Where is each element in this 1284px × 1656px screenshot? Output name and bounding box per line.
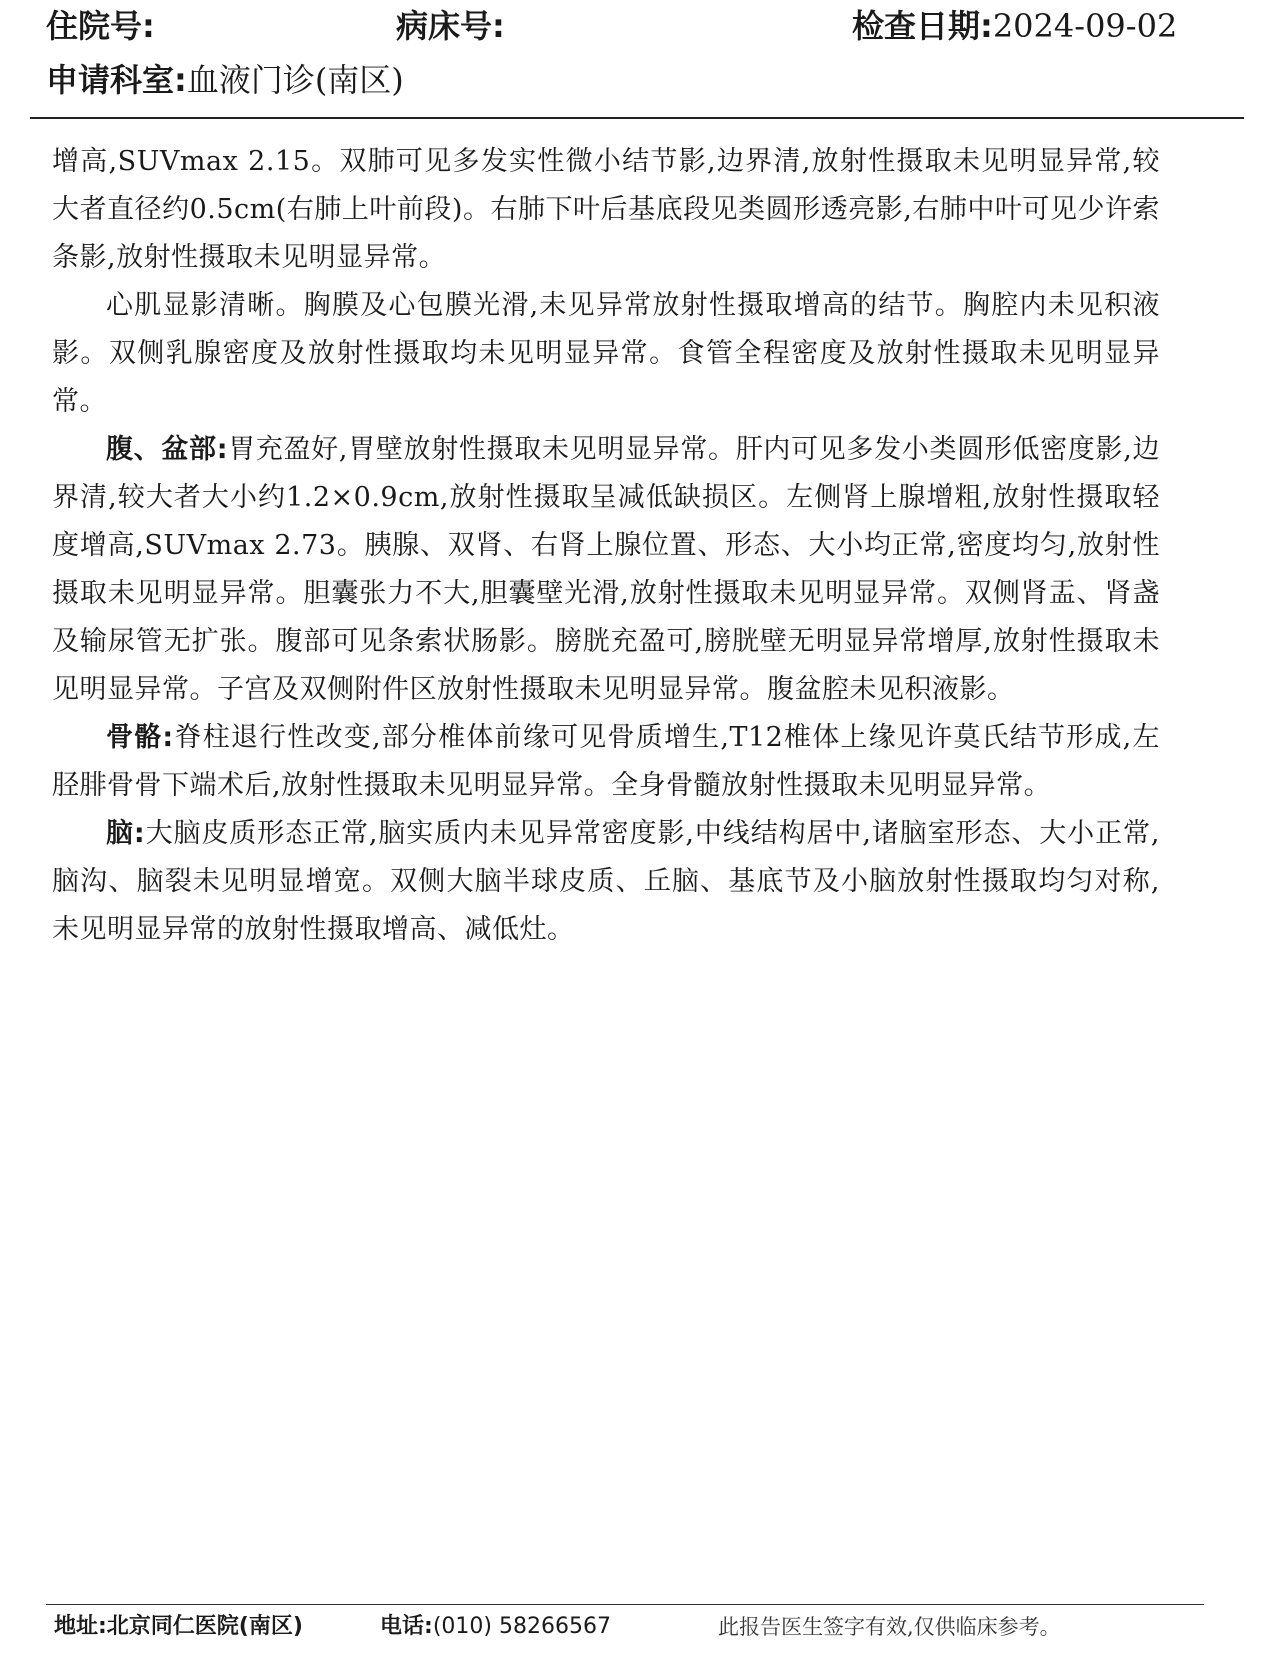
findings-abdomen-paragraph [52, 426, 1160, 714]
requesting-department-value: 血液门诊(南区) [186, 61, 404, 99]
requesting-department-field [46, 58, 404, 102]
header-row-ids [0, 4, 1284, 54]
exam-date-value: 2024-09-02 [992, 7, 1178, 45]
hospital-address: 地址:北京同仁医院(南区) [54, 1614, 303, 1639]
bed-number-field [396, 4, 505, 48]
findings-lungs-paragraph: 增高,SUVmax 2.15。双肺可见多发实性微小结节影,边界清,放射性摄取未见明显异常,较大者直径约0.5cm(右肺上叶前段)。右肺下叶后基底段见类圆形透亮影,右肺中叶可见少许索条影,放射性摄取未见明显异常。 [52, 146, 1160, 273]
brain-section-text: 大脑皮质形态正常,脑实质内未见异常密度影,中线结构居中,诸脑室形态、大小正常,脑沟、脑裂未见明显增宽。双侧大脑半球皮质、丘脑、基底节及小脑放射性摄取均匀对称,未见明显异常的放射性摄取增高、减低灶。 [52, 818, 1160, 945]
findings-chest-paragraph: 心肌显影清晰。胸膜及心包膜光滑,未见异常放射性摄取增高的结节。胸腔内未见积液影。双侧乳腺密度及放射性摄取均未见明显异常。食管全程密度及放射性摄取未见明显异常。 [52, 290, 1160, 417]
header-divider [30, 117, 1244, 119]
report-findings [52, 138, 1160, 954]
phone-number: (010) 58266567 [432, 1614, 611, 1639]
footer-divider [46, 1604, 1204, 1605]
report-header [0, 0, 1284, 124]
bone-section-text: 脊柱退行性改变,部分椎体前缘可见骨质增生,T12椎体上缘见许莫氏结节形成,左胫腓骨骨下端术后,放射性摄取未见明显异常。全身骨髓放射性摄取未见明显异常。 [52, 722, 1160, 801]
signature-disclaimer: 此报告医生签字有效,仅供临床参考。 [718, 1615, 1061, 1639]
requesting-department-label: 申请科室: [46, 61, 187, 99]
exam-date-field [852, 4, 1177, 48]
admission-number-field [46, 4, 155, 48]
exam-date-label: 检查日期: [852, 7, 993, 45]
findings-brain-paragraph [52, 810, 1160, 954]
hospital-phone [380, 1610, 611, 1644]
abdomen-section-text: 胃充盈好,胃壁放射性摄取未见明显异常。肝内可见多发小类圆形低密度影,边界清,较大者大小约1.2×0.9cm,放射性摄取呈减低缺损区。左侧肾上腺增粗,放射性摄取轻度增高,SUVmax 2.73。胰腺、双肾、右肾上腺位置、形态、大小均正常,密度均匀,放射性摄取未见明显异常。胆囊张力不大,胆囊壁光滑,放射性摄取未见明显异常。双侧肾盂、肾盏及输尿管无扩张。腹部可见条索状肠影。膀胱充盈可,膀胱壁无明显异常增厚,放射性摄取未见明显异常。子宫及双侧附件区放射性摄取未见明显异常。腹盆腔未见积液影。 [52, 434, 1160, 705]
bone-section-label: 骨骼: [106, 722, 174, 753]
header-row-dept [0, 58, 1284, 108]
findings-bone-paragraph [52, 714, 1160, 810]
admission-number-label: 住院号: [46, 7, 155, 45]
bed-number-label: 病床号: [396, 7, 505, 45]
phone-label: 电话: [380, 1614, 433, 1639]
report-footer [0, 1610, 1284, 1650]
abdomen-section-label: 腹、盆部: [106, 434, 229, 465]
brain-section-label: 脑: [106, 818, 146, 849]
